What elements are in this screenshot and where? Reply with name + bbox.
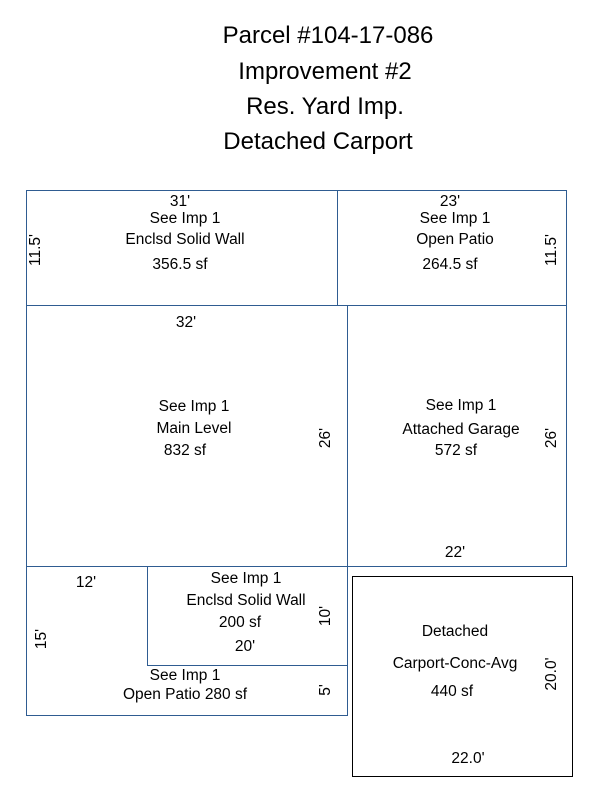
open-patio-top-name: Open Patio xyxy=(416,231,494,248)
enclosed-bottom-ref: See Imp 1 xyxy=(210,570,282,587)
carport-depth: 20.0' xyxy=(543,657,560,691)
improvement-type: Res. Yard Imp. xyxy=(246,93,404,120)
garage-name: Attached Garage xyxy=(402,421,520,438)
improvement-title: Improvement #2 xyxy=(238,58,412,85)
enclosed-top-area: 356.5 sf xyxy=(152,256,208,273)
enclosed-top-depth: 11.5' xyxy=(27,234,44,266)
garage-ref: See Imp 1 xyxy=(425,397,497,414)
open-patio-bottom-name: Open Patio 280 sf xyxy=(122,686,248,703)
enclosed-top-ref: See Imp 1 xyxy=(149,210,221,227)
garage-depth: 26' xyxy=(543,427,560,449)
improvement-subtype: Detached Carport xyxy=(223,128,413,155)
area-detached-carport xyxy=(352,576,573,777)
garage-width: 22' xyxy=(444,544,466,561)
main-level-name: Main Level xyxy=(156,420,232,437)
open-patio-top-ref: See Imp 1 xyxy=(419,210,491,227)
main-level-ref: See Imp 1 xyxy=(158,398,230,415)
open-patio-bottom-ref: See Imp 1 xyxy=(149,667,221,684)
open-patio-top-width: 23' xyxy=(439,193,461,210)
open-patio-bottom-depth: 15' xyxy=(33,628,50,650)
enclosed-top-name: Enclsd Solid Wall xyxy=(125,231,245,248)
carport-line1: Detached xyxy=(421,623,489,640)
enclosed-bottom-name: Enclsd Solid Wall xyxy=(186,592,306,609)
main-level-width: 32' xyxy=(175,314,197,331)
enclosed-top-width: 31' xyxy=(169,193,191,210)
carport-area: 440 sf xyxy=(430,683,474,700)
enclosed-bottom-width: 20' xyxy=(234,638,256,655)
garage-area: 572 sf xyxy=(434,442,478,459)
open-patio-bottom-depth2: 5' xyxy=(317,684,334,696)
parcel-title: Parcel #104-17-086 xyxy=(222,22,434,49)
open-patio-top-depth: 11.5' xyxy=(543,234,560,266)
open-patio-top-area: 264.5 sf xyxy=(422,256,478,273)
main-level-depth: 26' xyxy=(317,427,334,449)
carport-line2: Carport-Conc-Avg xyxy=(392,655,518,672)
carport-width: 22.0' xyxy=(451,750,485,767)
enclosed-bottom-depth: 10' xyxy=(317,605,334,627)
open-patio-bottom-width: 12' xyxy=(75,574,97,591)
enclosed-bottom-area: 200 sf xyxy=(218,614,262,631)
main-level-area: 832 sf xyxy=(163,442,207,459)
